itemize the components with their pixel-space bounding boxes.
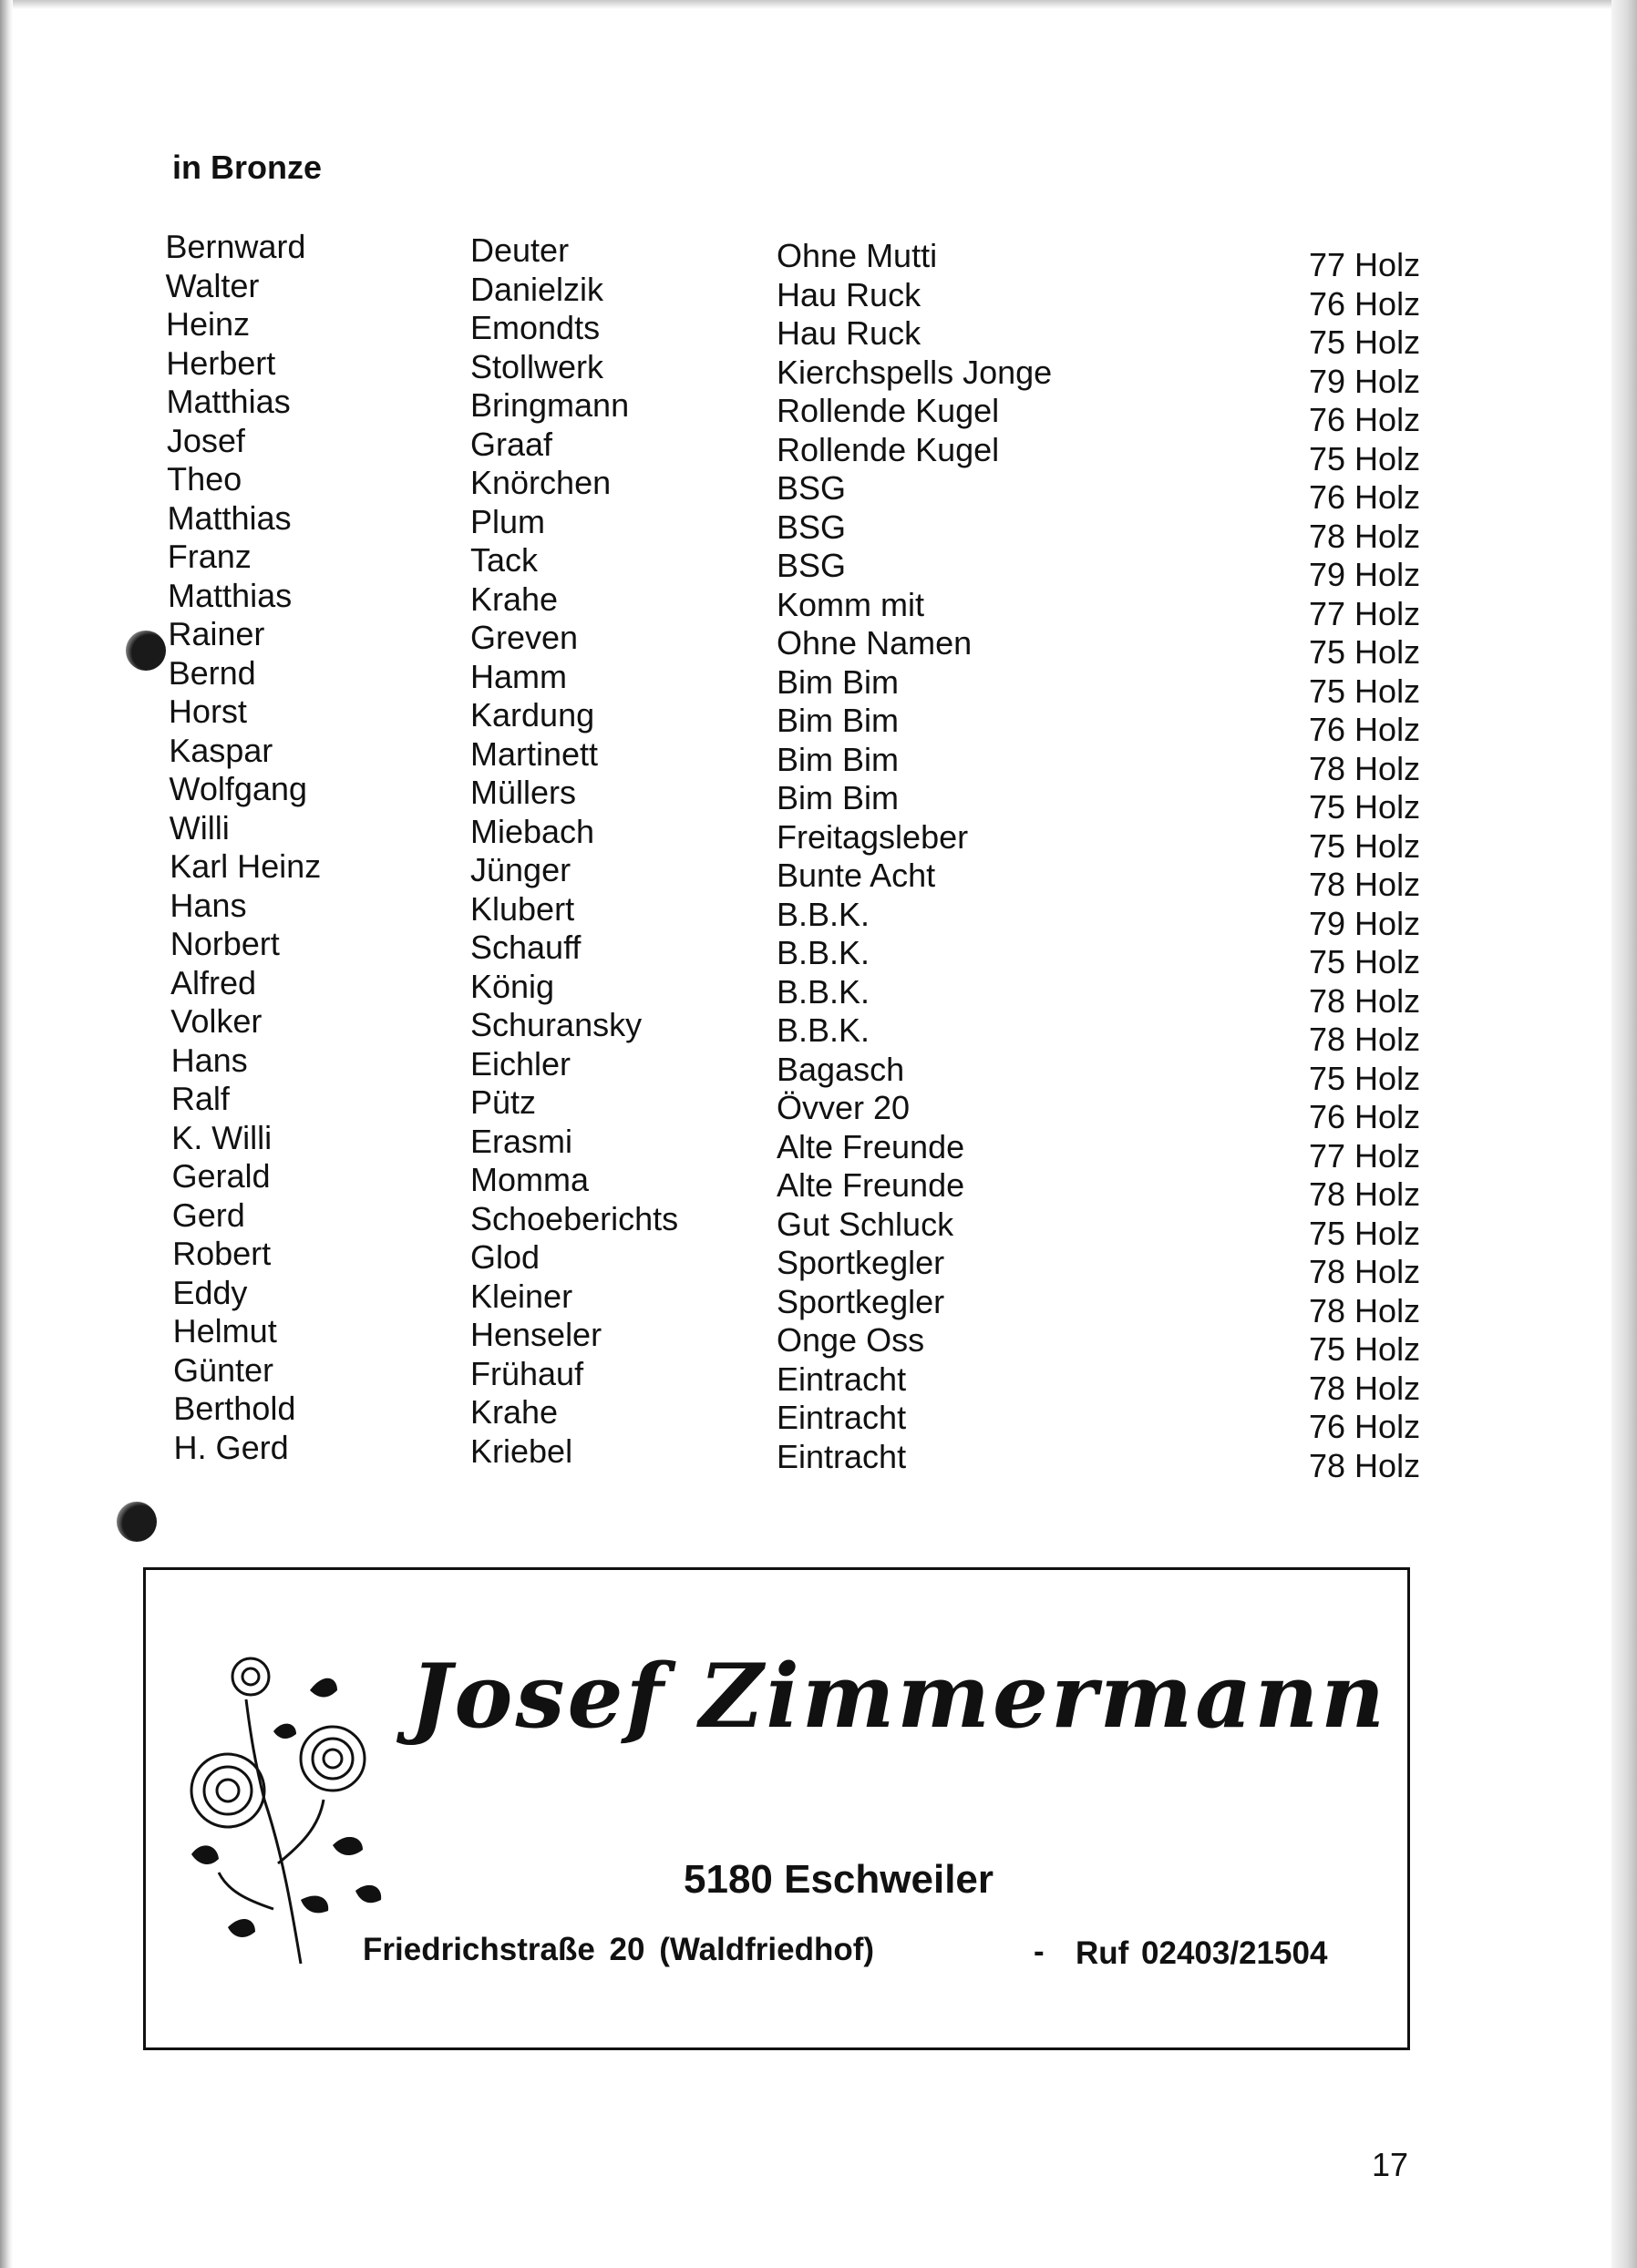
- score: 79 Holz: [1309, 362, 1421, 400]
- team-name: Sportkegler: [777, 1244, 945, 1281]
- page-number: 17: [1372, 2146, 1409, 2183]
- score: 79 Holz: [1309, 556, 1421, 593]
- last-name: Graaf: [470, 425, 553, 463]
- team-column: [777, 237, 1052, 1476]
- team-name: Alte Freunde: [777, 1127, 965, 1165]
- team-name: Bim Bim: [777, 779, 899, 816]
- score: 78 Holz: [1309, 981, 1421, 1020]
- last-name: Bringmann: [470, 386, 630, 424]
- first-name: Bernward: [165, 228, 306, 265]
- score: 75 Holz: [1309, 1330, 1421, 1368]
- team-name: Ohne Mutti: [777, 237, 938, 274]
- first-name: Wolfgang: [169, 770, 308, 807]
- score: 75 Holz: [1309, 826, 1421, 865]
- last-name: Kleiner: [470, 1277, 573, 1315]
- score: 75 Holz: [1309, 1214, 1421, 1252]
- last-name: Plum: [470, 502, 546, 540]
- last-name: Kriebel: [470, 1432, 573, 1470]
- score: 76 Holz: [1309, 284, 1421, 323]
- team-name: Ohne Namen: [777, 624, 973, 662]
- last-name: Eichler: [470, 1044, 571, 1083]
- score: 78 Holz: [1309, 1175, 1421, 1213]
- first-name: Kaspar: [169, 731, 273, 769]
- score: 75 Holz: [1309, 672, 1421, 710]
- team-name: Eintracht: [777, 1399, 907, 1436]
- last-name: Schuransky: [470, 1006, 643, 1043]
- last-name: Krahe: [470, 1393, 559, 1431]
- first-name: Berthold: [173, 1390, 296, 1427]
- team-name: Eintracht: [777, 1360, 907, 1398]
- team-name: BSG: [777, 547, 847, 584]
- team-name: B.B.K.: [777, 895, 870, 933]
- score: 77 Holz: [1309, 246, 1421, 283]
- score: 76 Holz: [1309, 1098, 1421, 1135]
- last-name: Glod: [470, 1238, 541, 1276]
- score: 78 Holz: [1309, 1021, 1421, 1058]
- score: 76 Holz: [1309, 1408, 1421, 1445]
- team-name: BSG: [777, 508, 847, 546]
- address-separator: -: [1034, 1934, 1045, 1969]
- first-name: Matthias: [167, 498, 292, 537]
- last-name: Greven: [470, 619, 579, 656]
- score: 75 Holz: [1309, 633, 1421, 671]
- team-name: BSG: [777, 469, 847, 507]
- score: 78 Holz: [1309, 1369, 1421, 1407]
- first-name: Matthias: [166, 383, 291, 420]
- first-name: Josef: [166, 421, 246, 459]
- advertiser-name: Josef Zimmermann: [410, 1645, 1388, 1748]
- team-name: Eintracht: [777, 1437, 907, 1475]
- score: 75 Holz: [1309, 1059, 1421, 1097]
- first-name: Matthias: [167, 576, 293, 614]
- advertiser-phone: Ruf 02403/21504: [1076, 1935, 1328, 1971]
- first-name: Willi: [169, 808, 230, 847]
- first-name: Volker: [170, 1002, 263, 1040]
- team-name: Rollende Kugel: [777, 430, 1000, 468]
- punch-hole: [117, 1502, 157, 1542]
- last-name: Schoeberichts: [470, 1199, 679, 1237]
- first-name: Heinz: [165, 305, 251, 343]
- first-name: Horst: [168, 693, 248, 730]
- score: 76 Holz: [1309, 711, 1421, 748]
- last-name: Tack: [470, 541, 539, 579]
- last-name: Hamm: [470, 657, 567, 695]
- team-name: Sportkegler: [777, 1282, 945, 1320]
- last-name: Martinett: [470, 734, 599, 773]
- first-name: Hans: [170, 886, 247, 924]
- page-top-edge: [0, 0, 1637, 9]
- team-name: Alte Freunde: [777, 1166, 965, 1204]
- score: 75 Holz: [1309, 943, 1421, 980]
- punch-hole: [126, 631, 166, 671]
- page-right-edge: [1611, 0, 1637, 2268]
- first-name: Herbert: [166, 344, 276, 382]
- last-name-column: [470, 231, 678, 1471]
- score: 78 Holz: [1309, 749, 1421, 787]
- first-name: Hans: [170, 1041, 248, 1079]
- team-name: Onge Oss: [777, 1321, 925, 1359]
- first-name: Rainer: [168, 615, 265, 652]
- score: 75 Holz: [1309, 323, 1421, 361]
- team-name: Kierchspells Jonge: [777, 353, 1053, 391]
- last-name: Deuter: [470, 231, 570, 269]
- first-name-column: [165, 228, 325, 1467]
- first-name: Karl Heinz: [170, 847, 322, 885]
- page-binding-edge: [0, 0, 13, 2268]
- team-name: Gut Schluck: [777, 1205, 954, 1243]
- first-name: Theo: [167, 460, 242, 498]
- team-name: Bunte Acht: [777, 857, 936, 894]
- team-name: B.B.K.: [777, 972, 870, 1011]
- score: 76 Holz: [1309, 401, 1421, 438]
- advertiser-city: 5180 Eschweiler: [684, 1857, 994, 1902]
- score: 78 Holz: [1309, 1253, 1421, 1290]
- section-heading: in Bronze: [172, 149, 323, 186]
- team-name: Rollende Kugel: [777, 392, 1000, 429]
- first-name: H. Gerd: [173, 1428, 289, 1466]
- score-column: [1309, 246, 1420, 1485]
- first-name: Gerald: [171, 1157, 271, 1195]
- last-name: Knörchen: [470, 464, 612, 501]
- advertiser-street: Friedrichstraße 20 (Waldfriedhof): [363, 1932, 875, 1967]
- team-name: Bagasch: [777, 1050, 905, 1088]
- first-name: Bernd: [168, 653, 256, 692]
- score: 77 Holz: [1309, 594, 1421, 632]
- first-name: Robert: [171, 1235, 272, 1272]
- team-name: Övver 20: [777, 1089, 911, 1126]
- last-name: Emondts: [470, 309, 601, 346]
- score: 78 Holz: [1309, 1291, 1421, 1329]
- score: 75 Holz: [1309, 788, 1421, 826]
- score: 78 Holz: [1309, 1446, 1421, 1484]
- score: 77 Holz: [1309, 1136, 1421, 1175]
- last-name: Momma: [470, 1161, 590, 1198]
- first-name: Günter: [172, 1350, 274, 1389]
- team-name: Hau Ruck: [777, 275, 921, 313]
- last-name: Erasmi: [470, 1122, 573, 1160]
- last-name: Frühauf: [470, 1354, 584, 1392]
- first-name: Ralf: [170, 1080, 231, 1117]
- score: 75 Holz: [1309, 439, 1421, 477]
- first-name: Alfred: [170, 963, 257, 1001]
- team-name: Bim Bim: [777, 702, 899, 739]
- first-name: Helmut: [172, 1312, 277, 1350]
- team-name: Hau Ruck: [777, 314, 921, 352]
- score: 76 Holz: [1309, 478, 1421, 516]
- last-name: Stollwerk: [470, 347, 604, 385]
- score: 79 Holz: [1309, 904, 1421, 942]
- last-name: Jünger: [470, 851, 571, 888]
- first-name: Franz: [167, 538, 252, 575]
- team-name: Bim Bim: [777, 662, 899, 701]
- team-name: Komm mit: [777, 585, 924, 623]
- last-name: Klubert: [470, 889, 575, 928]
- first-name: Gerd: [171, 1196, 246, 1234]
- score: 78 Holz: [1309, 866, 1421, 903]
- last-name: Miebach: [470, 812, 595, 850]
- last-name: Kardung: [470, 696, 595, 734]
- score: 78 Holz: [1309, 517, 1421, 555]
- team-name: B.B.K.: [777, 934, 870, 971]
- last-name: Danielzik: [470, 270, 604, 308]
- last-name: Müllers: [470, 774, 577, 811]
- first-name: Eddy: [172, 1273, 248, 1311]
- team-name: Bim Bim: [777, 740, 899, 778]
- last-name: Schauff: [470, 929, 582, 966]
- last-name: Krahe: [470, 580, 559, 618]
- last-name: Pütz: [470, 1083, 537, 1121]
- first-name: Walter: [165, 266, 260, 304]
- first-name: Norbert: [170, 925, 280, 962]
- team-name: B.B.K.: [777, 1011, 870, 1049]
- roses-illustration: [164, 1636, 392, 1973]
- team-name: Freitagsleber: [777, 817, 969, 856]
- first-name: K. Willi: [171, 1118, 273, 1156]
- last-name: König: [470, 967, 555, 1005]
- last-name: Henseler: [470, 1316, 602, 1353]
